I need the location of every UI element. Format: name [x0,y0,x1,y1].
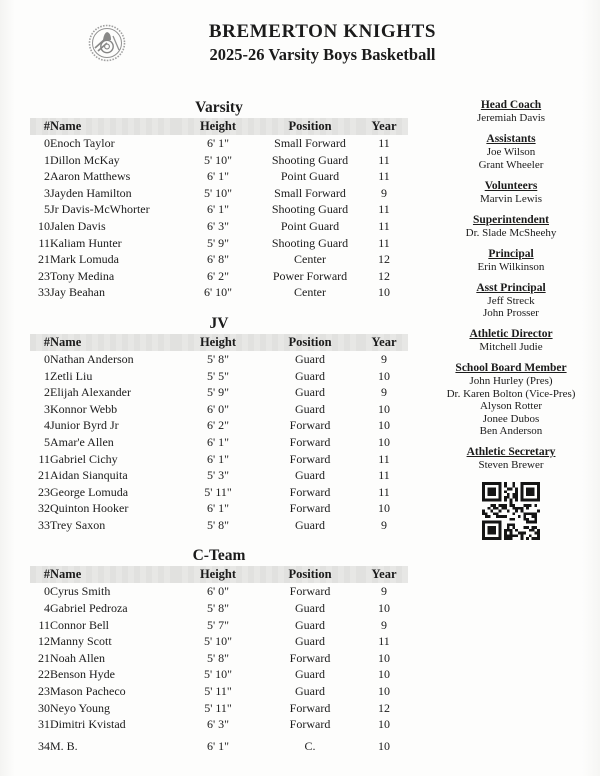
column-header-number: # [30,566,50,583]
player-position: Shooting Guard [271,235,349,250]
player-position: Center [294,285,326,300]
staff-names [427,146,595,171]
player-height: 6' 8" [206,252,230,267]
staff-name: Jonee Dubos [482,412,540,425]
column-header-name: Name [50,566,176,583]
player-number: 33 [38,285,50,300]
page-subtitle: 2025-26 Varsity Boys Basketball [209,45,436,64]
player-name: Nathan Anderson [50,351,134,366]
player-year: 10 [378,601,390,616]
player-number: 1 [44,152,50,167]
player-position: Guard [295,351,325,366]
player-year: 10 [378,418,390,433]
player-name: Neyo Young [50,700,111,715]
player-row [30,683,408,700]
staff-sidebar [427,98,595,762]
roster-table [30,566,408,754]
rosters [30,98,422,762]
player-number: 32 [38,501,50,516]
player-height: 6' 10" [203,285,233,300]
player-year: 10 [378,684,390,699]
player-year: 11 [378,484,390,499]
player-number: 2 [44,169,50,184]
staff-role: Athletic Secretary [466,446,556,458]
player-position: Small Forward [274,136,346,150]
staff-names [427,375,595,438]
player-name: Kaliam Hunter [50,235,122,250]
player-row [30,583,408,600]
player-year: 11 [378,634,390,649]
player-height: 5' 8" [206,351,230,366]
player-year: 11 [378,451,390,466]
player-position: Forward [289,418,331,433]
player-year: 12 [378,700,390,715]
player-position: Guard [295,667,325,682]
player-number: 23 [38,268,50,283]
player-position: Guard [295,468,325,483]
player-height: 6' 1" [206,434,230,449]
player-position: Forward [289,501,331,516]
player-position: Guard [295,401,325,416]
roster-header-row [30,334,408,351]
player-position: Guard [295,385,325,400]
player-name: Gabriel Cichy [50,451,118,466]
player-number: 33 [38,517,50,532]
player-height: 6' 1" [206,501,230,516]
staff-name: John Prosser [483,307,539,319]
player-name: Amar'e Allen [50,434,114,449]
player-number: 10 [38,218,50,233]
player-name: Mark Lomuda [50,252,119,267]
player-number: 21 [38,468,50,483]
team-section [30,546,422,754]
player-name: Cyrus Smith [50,584,111,599]
player-position: Forward [289,717,331,732]
player-position: Guard [295,684,325,699]
column-header-position: Position [260,566,360,583]
player-position: Guard [295,517,325,532]
staff-name: Ben Anderson [479,425,543,437]
staff-name: Marvin Lewis [479,192,542,205]
player-height: 5' 3" [206,468,230,483]
player-row [30,284,408,301]
player-row [30,218,408,235]
player-year: 12 [378,268,390,283]
player-row [30,235,408,252]
player-number: 11 [38,451,50,466]
player-height: 5' 5" [206,368,230,383]
roster-table [30,334,408,534]
staff-group [427,132,595,171]
player-year: 10 [378,667,390,682]
column-header-number: # [30,334,50,351]
staff-name: Mitchell Judie [479,341,543,353]
player-number: 23 [38,484,50,499]
player-row [30,368,408,385]
player-row [30,484,408,501]
staff-role: School Board Member [455,362,567,374]
player-position: Shooting Guard [271,202,349,217]
player-name: Mason Pacheco [50,684,126,699]
staff-name: Steven Brewer [478,459,544,471]
staff-name: John Hurley (Pres) [469,375,553,387]
player-name: Jayden Hamilton [50,185,132,200]
player-number: 22 [38,667,50,682]
player-number: 31 [38,717,50,732]
player-year: 10 [378,650,390,665]
player-year: 11 [378,152,390,167]
staff-names [427,459,595,472]
player-row [30,135,408,152]
player-year: 10 [378,401,390,416]
player-position: Power Forward [272,268,348,283]
player-row [30,467,408,484]
player-number: 4 [44,601,50,616]
player-name: Aidan Sianquita [50,468,128,483]
player-year: 10 [378,717,390,732]
staff-group [427,361,595,438]
player-height: 6' 1" [206,739,230,754]
staff-names [427,295,595,320]
player-height: 6' 1" [206,202,230,217]
player-year: 9 [381,385,387,400]
player-row [30,650,408,667]
player-row [30,152,408,169]
player-name: Jr Davis-McWhorter [50,202,150,217]
roster-header-row [30,118,408,135]
player-year: 9 [381,584,387,599]
column-header-height: Height [176,334,260,351]
player-position: Forward [289,484,331,499]
player-height: 5' 9" [206,235,230,250]
staff-name: Jeff Streck [487,294,535,307]
column-header-year: Year [360,334,408,351]
player-position: Forward [289,434,331,449]
player-number: 23 [38,684,50,699]
staff-name: Jeremiah Davis [476,112,546,124]
player-row [30,600,408,617]
player-name: Tony Medina [50,268,115,283]
player-position: Shooting Guard [271,152,349,167]
player-number: 0 [44,351,50,366]
player-name: Konnor Webb [50,401,118,416]
player-height: 5' 8" [206,517,230,532]
player-number: 3 [44,185,50,200]
staff-names [427,112,595,125]
player-year: 11 [378,218,390,233]
staff-role: Asst Principal [476,281,546,294]
player-name: Benson Hyde [50,667,115,682]
player-number: 0 [44,136,50,150]
page-title: BREMERTON KNIGHTS [208,21,437,42]
player-name: Zetli Liu [50,368,93,383]
player-position: Forward [289,650,331,665]
player-year: 9 [381,617,387,632]
player-number: 5 [44,434,50,449]
staff-role: Athletic Director [469,328,553,340]
player-row [30,168,408,185]
player-height: 5' 11" [204,484,232,499]
staff-role: Superintendent [472,213,550,226]
player-year: 11 [378,202,390,217]
staff-name: Grant Wheeler [478,158,544,171]
staff-name: Erin Wilkinson [477,260,545,273]
player-year: 11 [378,235,390,250]
player-row [30,517,408,534]
player-row [30,617,408,634]
column-header-position: Position [260,118,360,135]
player-height: 5' 9" [206,385,230,400]
player-row [30,251,408,268]
player-height: 5' 11" [204,700,232,715]
player-name: Noah Allen [50,650,105,665]
team-title: C-Team [192,547,246,565]
staff-names [427,193,595,206]
column-header-year: Year [360,118,408,135]
column-header-number: # [30,118,50,135]
player-row [30,401,408,418]
staff-names [427,227,595,240]
team-section [30,314,422,534]
staff-group [427,327,595,354]
player-number: 21 [38,252,50,267]
staff-group [427,179,595,206]
column-header-name: Name [50,334,176,351]
player-height: 5' 10" [203,185,233,200]
player-row [30,500,408,517]
player-number: 5 [44,202,50,217]
player-row [30,451,408,468]
player-name: George Lomuda [50,484,129,499]
staff-role: Principal [488,247,534,260]
player-position: Small Forward [274,185,346,200]
player-number: 2 [44,385,50,400]
player-number: 0 [44,584,50,599]
player-position: Guard [295,634,325,649]
player-height: 6' 0" [206,584,230,599]
player-year: 10 [378,739,390,754]
player-row [30,417,408,434]
player-year: 9 [381,517,387,532]
player-position: Point Guard [280,169,340,184]
player-year: 10 [378,285,390,300]
staff-role: Volunteers [484,179,538,192]
player-name: Junior Byrd Jr [50,418,119,433]
staff-group [427,445,595,472]
player-row [30,666,408,683]
player-year: 11 [378,136,390,150]
player-number: 12 [38,634,50,649]
player-position: Guard [295,617,325,632]
player-name: M. B. [50,739,78,754]
column-header-year: Year [360,566,408,583]
player-position: Guard [295,601,325,616]
player-height: 6' 2" [206,418,230,433]
staff-list [427,98,595,472]
staff-names [427,341,595,354]
staff-group [427,281,595,320]
player-row [30,633,408,650]
staff-role: Head Coach [480,99,542,111]
player-row [30,268,408,285]
player-year: 11 [378,468,390,483]
player-name: Quinton Hooker [50,501,129,516]
staff-name: Dr. Slade McSheehy [465,226,557,239]
player-row [30,351,408,368]
player-number: 4 [44,418,50,433]
player-position: Forward [289,451,331,466]
player-name: Connor Bell [50,617,109,632]
player-year: 9 [381,351,387,366]
player-row [30,201,408,218]
column-header-position: Position [260,334,360,351]
player-year: 12 [378,252,390,267]
player-name: Elijah Alexander [50,385,131,400]
player-height: 6' 1" [206,136,230,150]
player-number: 11 [38,617,50,632]
player-position: Forward [289,700,331,715]
player-height: 5' 8" [206,650,230,665]
player-year: 10 [378,368,390,383]
staff-role: Assistants [486,133,536,145]
title-block [45,20,600,66]
player-height: 6' 1" [206,451,230,466]
player-number: 34 [38,739,50,754]
staff-group [427,247,595,274]
player-position: C. [304,739,316,754]
column-header-name: Name [50,118,176,135]
player-year: 10 [378,501,390,516]
qr-code [427,482,595,540]
roster-table [30,118,408,301]
player-name: Trey Saxon [50,517,106,532]
player-name: Enoch Taylor [50,136,115,150]
player-row [30,733,408,750]
player-row [30,700,408,717]
staff-group [427,213,595,240]
school-crest-icon [86,22,128,64]
player-number: 30 [38,700,50,715]
player-year: 9 [381,185,387,200]
player-row [30,716,408,733]
player-position: Forward [289,584,331,599]
player-position: Center [294,252,326,267]
player-name: Dillon McKay [50,152,120,167]
roster-header-row [30,566,408,583]
player-height: 6' 1" [206,169,230,184]
player-height: 6' 3" [206,218,230,233]
staff-name: Dr. Karen Bolton (Vice-Pres) [446,387,576,400]
player-number: 11 [38,235,50,250]
player-name: Manny Scott [50,634,112,649]
column-header-height: Height [176,118,260,135]
staff-group [427,98,595,125]
player-name: Dimitri Kvistad [50,717,126,732]
player-number: 1 [44,368,50,383]
player-height: 5' 10" [203,152,233,167]
player-height: 6' 0" [206,401,230,416]
player-height: 6' 3" [206,717,230,732]
player-row [30,434,408,451]
player-row [30,185,408,202]
player-year: 10 [378,434,390,449]
player-height: 5' 7" [206,617,230,632]
team-section [30,98,422,301]
player-height: 6' 2" [206,268,230,283]
player-name: Jalen Davis [50,218,106,233]
content [0,98,600,762]
player-number: 21 [38,650,50,665]
player-number: 3 [44,401,50,416]
player-position: Point Guard [280,218,340,233]
team-title: JV [209,314,229,332]
player-height: 5' 10" [203,634,233,649]
staff-names [427,261,595,274]
staff-name: Joe Wilson [486,146,536,158]
document-header [0,20,600,82]
player-name: Aaron Matthews [50,169,131,184]
player-height: 5' 10" [203,667,233,682]
column-header-height: Height [176,566,260,583]
player-height: 5' 8" [206,601,230,616]
player-year: 11 [378,169,390,184]
player-row [30,384,408,401]
player-position: Guard [295,368,325,383]
team-title: Varsity [195,99,243,116]
player-height: 5' 11" [204,684,232,699]
player-name: Jay Beahan [50,285,105,300]
staff-name: Alyson Rotter [479,400,543,412]
player-name: Gabriel Pedroza [50,601,128,616]
